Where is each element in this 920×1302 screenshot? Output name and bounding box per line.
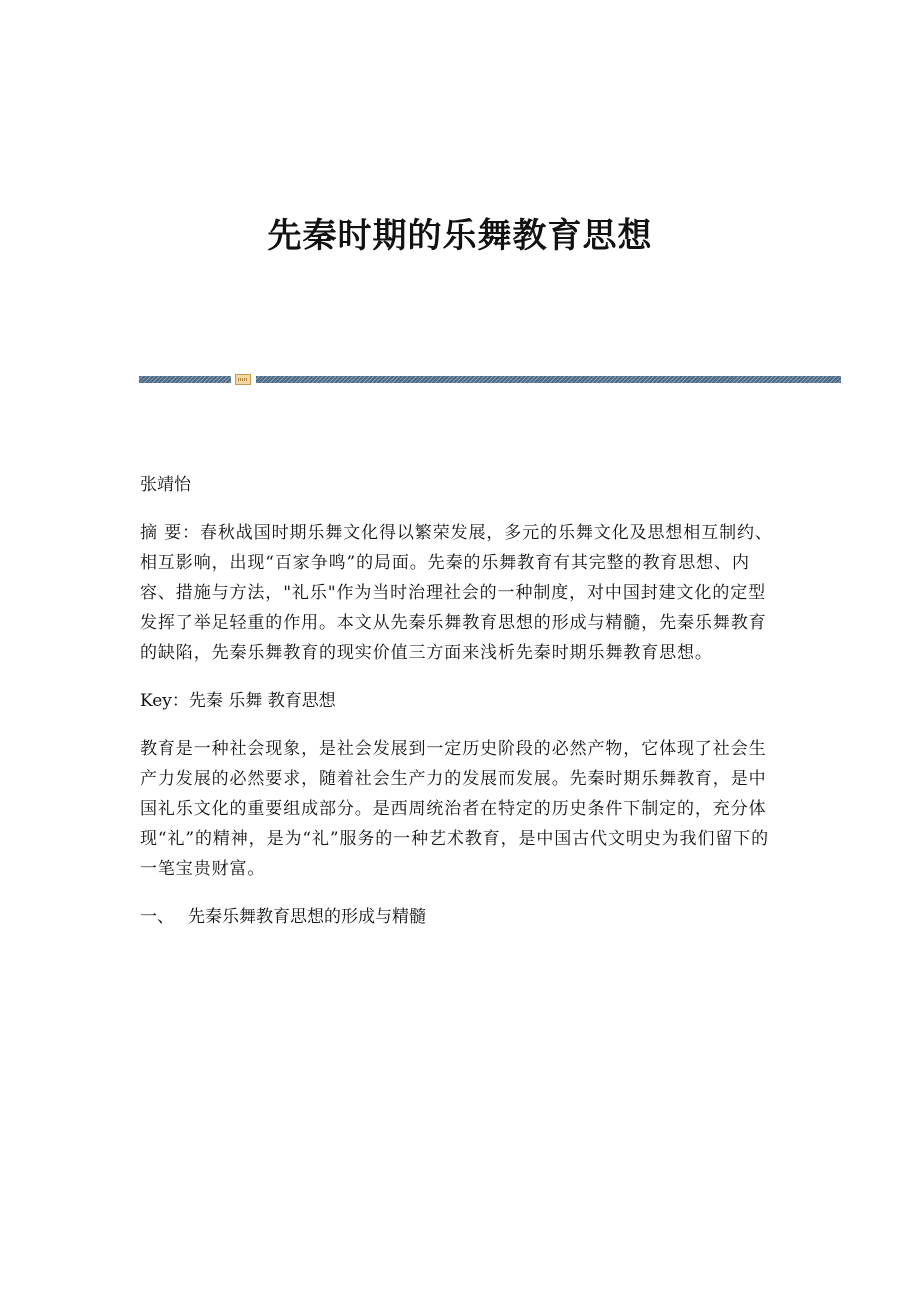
document-body: [140, 470, 775, 932]
divider-bar-left: [139, 376, 231, 383]
section-heading-text: 先秦乐舞教育思想的形成与精髓: [188, 907, 426, 927]
body-paragraph: 教育是一种社会现象，是社会发展到一定历史阶段的必然产物，它体现了社会生产力发展的必然要求，随着社会生产力的发展而发展。先秦时期乐舞教育，是中国礼乐文化的重要组成部分。是西周统治者在特定的历史条件下制定的，充分体现“礼”的精神，是为“礼”服务的一种艺术教育，是中国古代文明史为我们留下的一笔宝贵财富。: [140, 739, 770, 879]
abstract-paragraph: 摘 要：春秋战国时期乐舞文化得以繁荣发展，多元的乐舞文化及思想相互制约、相互影响，出现“百家争鸣”的局面。先秦的乐舞教育有其完整的教育思想、内容、措施与方法，"礼乐"作为当时治理社会的一种制度，对中国封建文化的定型发挥了举足轻重的作用。本文从先秦乐舞教育思想的形成与精髓，先秦乐舞教育的缺陷，先秦乐舞教育的现实价值三方面来浅析先秦时期乐舞教育思想。: [140, 523, 773, 663]
section-heading-number: 一、: [140, 907, 174, 927]
title-divider: [139, 374, 841, 386]
divider-bar-right: [256, 376, 841, 383]
page-title: 先秦时期的乐舞教育思想: [267, 216, 653, 256]
author-name: 张靖怡: [140, 475, 191, 495]
section-heading: [140, 902, 775, 932]
divider-ornament-icon: [235, 374, 251, 385]
keywords-line: Key：先秦 乐舞 教育思想: [140, 691, 336, 711]
